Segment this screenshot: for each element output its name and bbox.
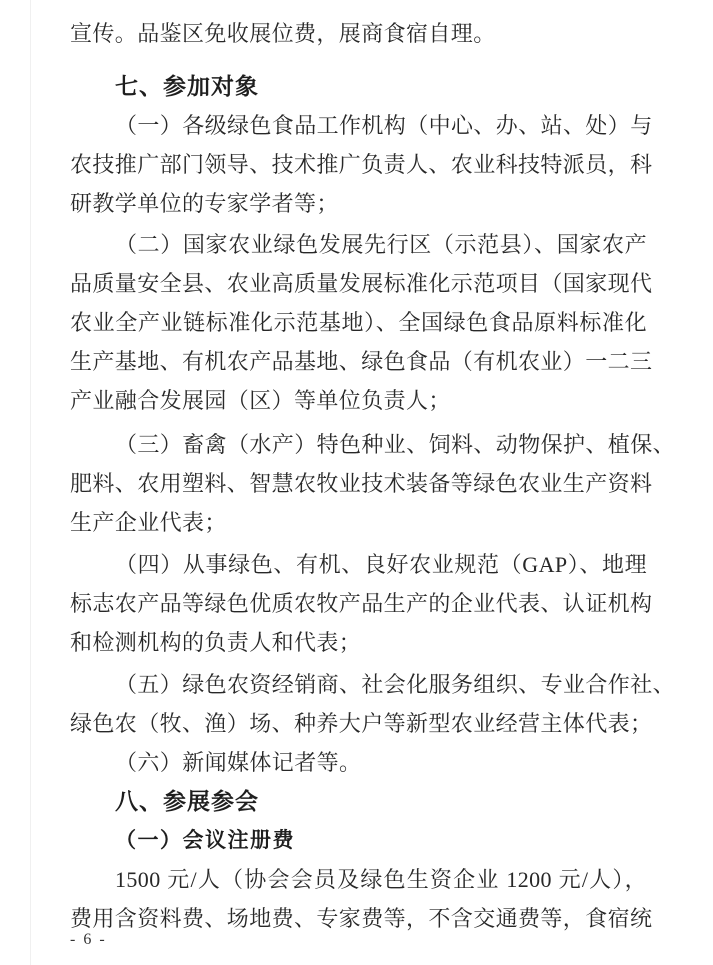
paragraph-line: （五）绿色农资经销商、社会化服务组织、专业合作社、	[115, 672, 676, 697]
section-heading-participants: 七、参加对象	[115, 73, 259, 99]
paragraph-line: 费用含资料费、场地费、专家费等，不含交通费等，食宿统	[70, 906, 653, 931]
paragraph-continuation-line: 宣传。品鉴区免收展位费，展商食宿自理。	[70, 21, 496, 46]
paragraph-line: 产业融合发展园（区）等单位负责人；	[70, 388, 451, 413]
paragraph-line: 绿色农（牧、渔）场、种养大户等新型农业经营主体代表；	[70, 711, 653, 736]
paragraph-line: 农业全产业链标准化示范基地）、全国绿色食品原料标准化	[70, 310, 647, 335]
scan-fold-artifact	[30, 0, 31, 965]
paragraph-line: 标志农产品等绿色优质农牧产品生产的企业代表、认证机构	[70, 591, 653, 616]
paragraph-line: 研教学单位的专家学者等；	[70, 191, 339, 216]
section-heading-exhibition: 八、参展参会	[115, 788, 259, 814]
document-body	[70, 14, 676, 938]
paragraph-line: 和检测机构的负责人和代表；	[70, 630, 362, 655]
paragraph-line: 肥料、农用塑料、智慧农牧业技术装备等绿色农业生产资料	[70, 471, 653, 496]
paragraph-line: （一）各级绿色食品工作机构（中心、办、站、处）与	[115, 113, 653, 138]
paragraph-line: （二）国家农业绿色发展先行区（示范县）、国家农产	[115, 232, 647, 257]
paragraph-line: 1500 元/人（协会会员及绿色生资企业 1200 元/人），	[115, 867, 647, 892]
paragraph-line: （三）畜禽（水产）特色种业、饲料、动物保护、植保、	[115, 432, 676, 457]
paragraph-line: 生产企业代表；	[70, 510, 227, 535]
subsection-heading-registration-fee: （一）会议注册费	[115, 828, 295, 852]
paragraph-line: （四）从事绿色、有机、良好农业规范（GAP）、地理	[115, 552, 647, 577]
paragraph-line: 品质量安全县、农业高质量发展标准化示范项目（国家现代	[70, 271, 653, 296]
page-number: - 6 -	[70, 931, 107, 948]
paragraph-line: （六）新闻媒体记者等。	[115, 750, 362, 775]
paragraph-line: 农技推广部门领导、技术推广负责人、农业科技特派员，科	[70, 152, 653, 177]
paragraph-line: 生产基地、有机农产品基地、绿色食品（有机农业）一二三	[70, 349, 653, 374]
